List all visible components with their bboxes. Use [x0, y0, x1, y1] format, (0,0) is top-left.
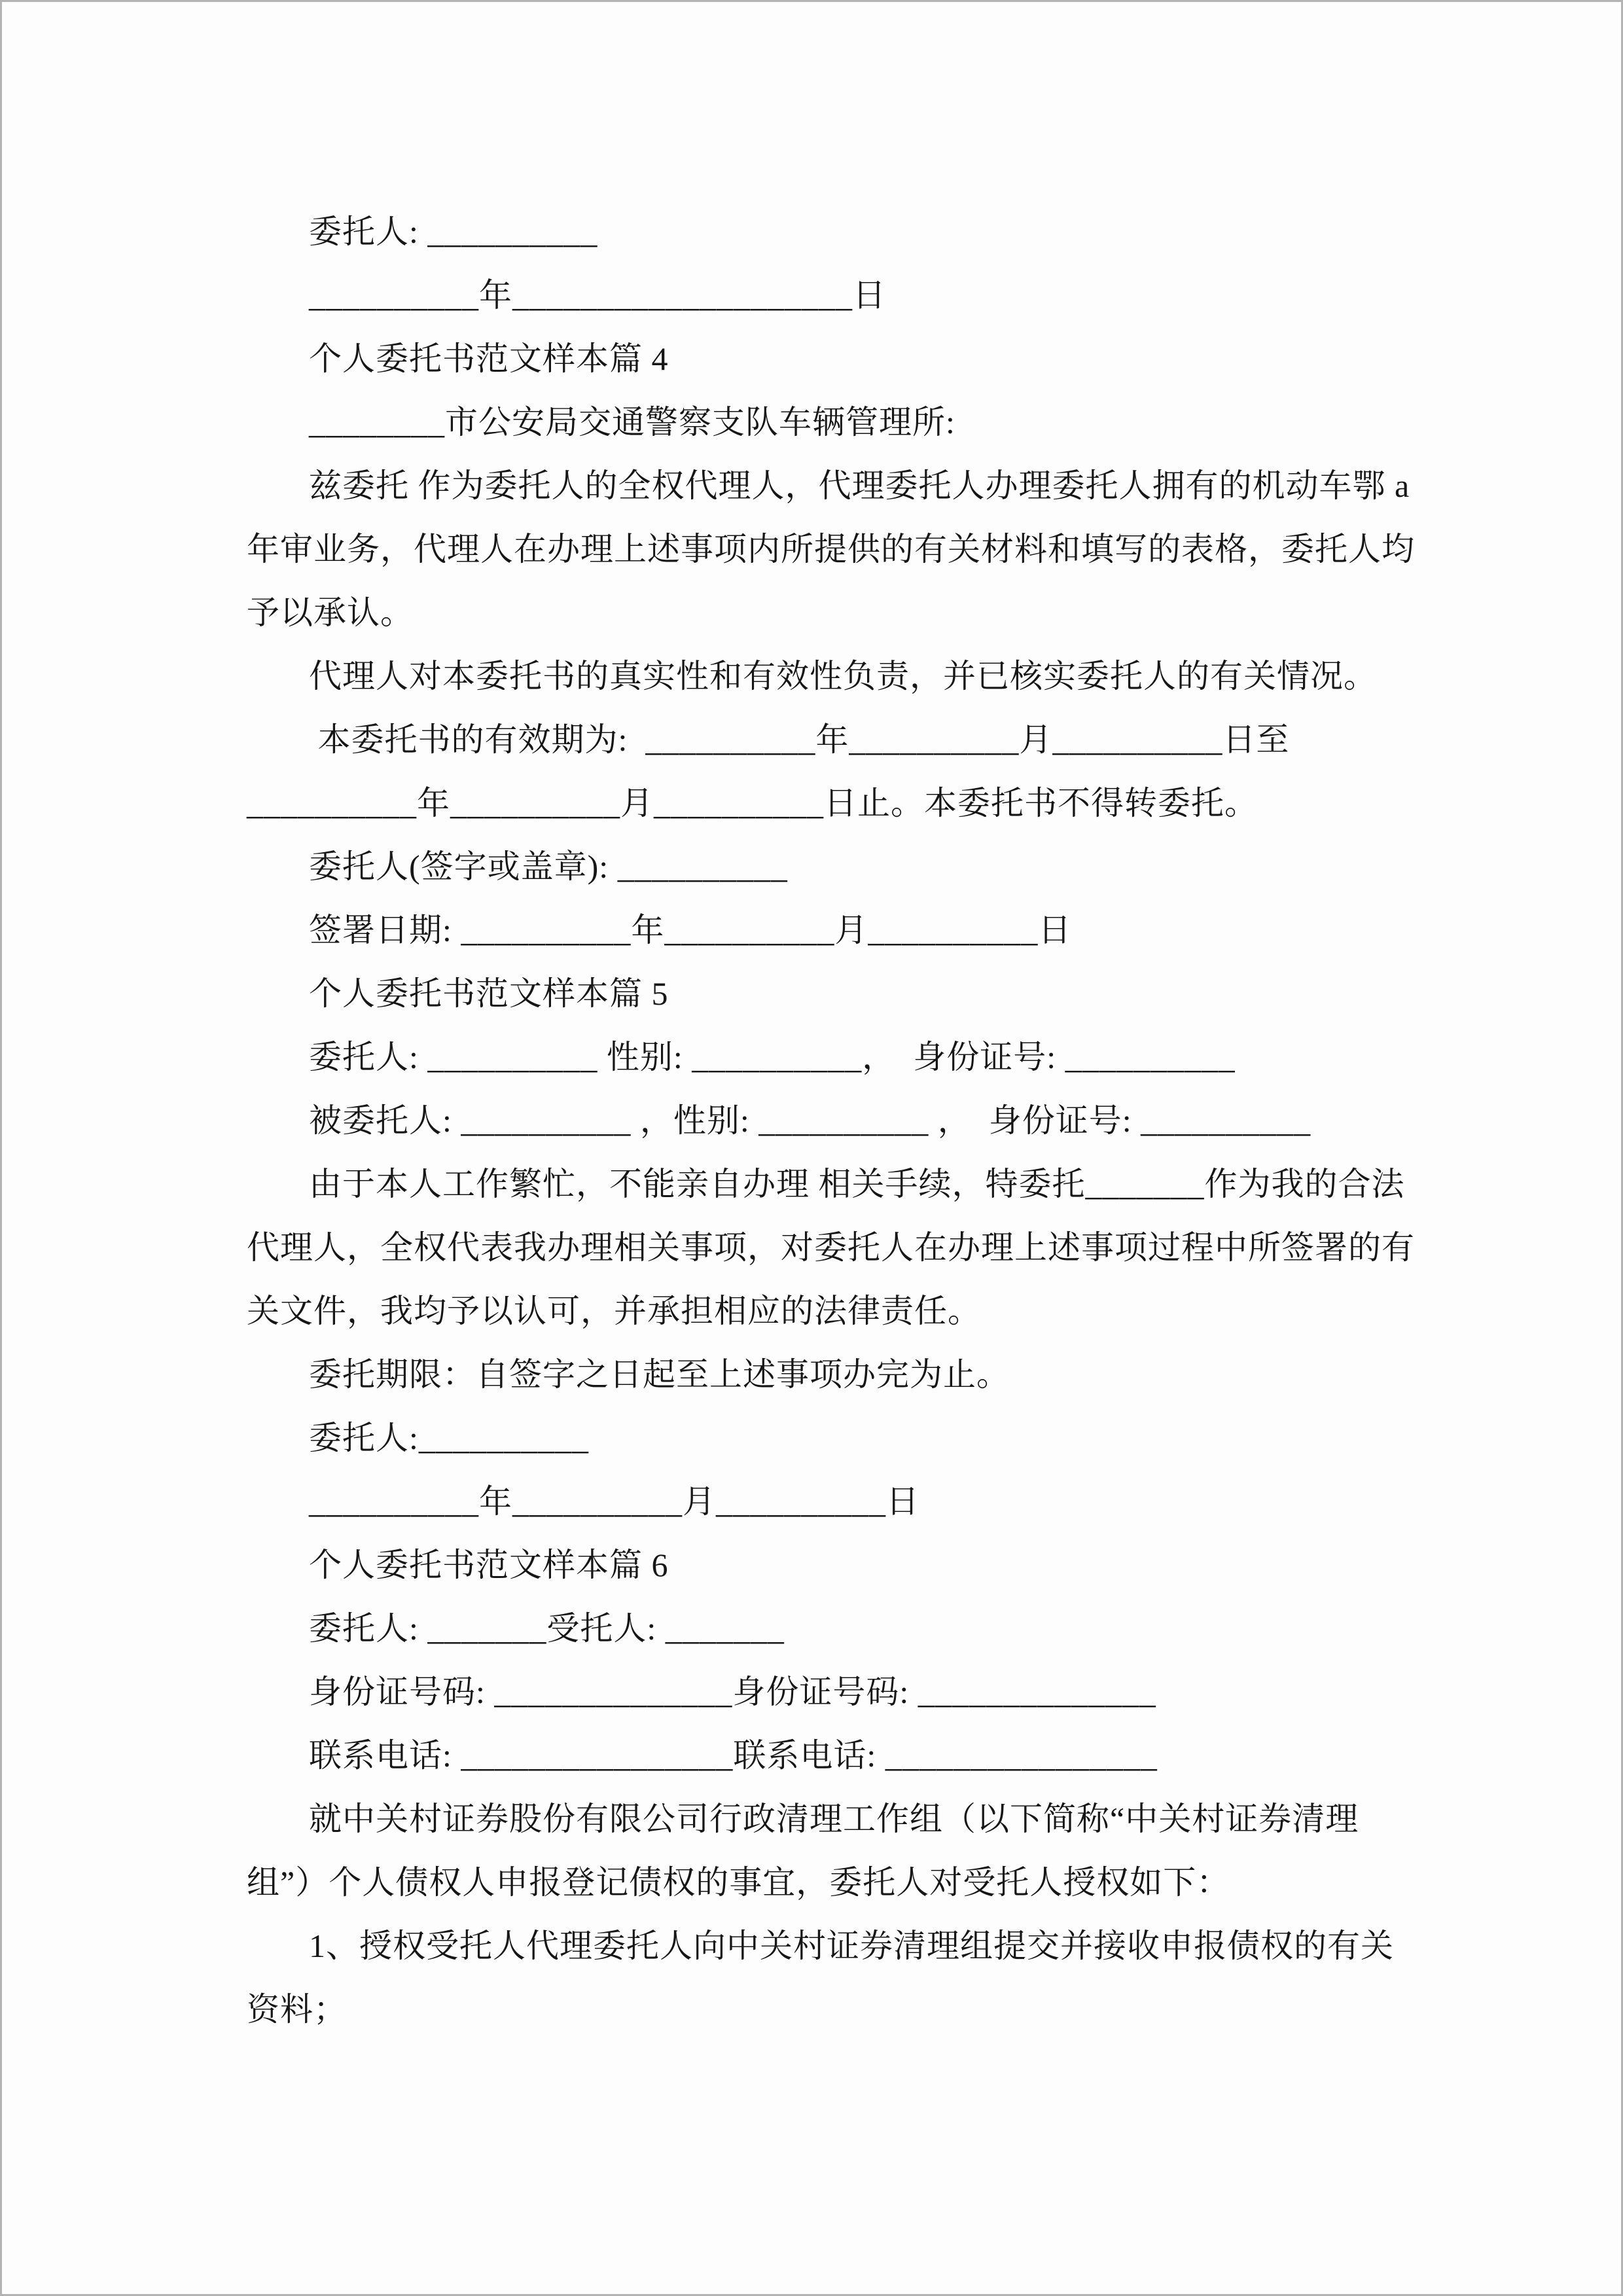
text-line: 个人委托书范文样本篇 6	[309, 1547, 669, 1583]
text-line: 委托人: _______受托人: _______	[309, 1610, 785, 1647]
text-line: 年审业务，代理人在办理上述事项内所提供的有关材料和填写的表格，委托人均	[247, 531, 1415, 567]
text-line: __________年__________月__________日	[309, 1483, 919, 1520]
text-line: ________市公安局交通警察支队车辆管理所:	[309, 404, 955, 440]
text-line: 组”）个人债权人申报登记债权的事宜，委托人对受托人授权如下：	[247, 1864, 1230, 1901]
text-line: 个人委托书范文样本篇 4	[309, 340, 669, 377]
text-line: 兹委托 作为委托人的全权代理人，代理委托人办理委托人拥有的机动车鄂 a	[309, 467, 1410, 504]
text-line: 资料；	[247, 1991, 347, 2028]
text-line: 委托人:__________	[309, 1420, 589, 1456]
text-line: 委托人(签字或盖章): __________	[309, 848, 788, 885]
text-line: __________年__________月__________日止。本委托书不得转委托。	[247, 785, 1258, 821]
text-line: 就中关村证券股份有限公司行政清理工作组（以下简称“中关村证券清理	[309, 1801, 1359, 1837]
text-line: 签署日期: __________年__________月__________日	[309, 912, 1072, 948]
text-line: 委托人: __________	[309, 213, 598, 250]
text-line: 委托人: __________ 性别: __________， 身份证号: __________	[309, 1039, 1236, 1075]
text-line: 被委托人: __________ ，性别: __________ ， 身份证号: __________	[309, 1102, 1311, 1139]
text-line: 个人委托书范文样本篇 5	[309, 975, 669, 1012]
text-line: __________年____________________日	[309, 277, 886, 314]
text-line: 身份证号码: ______________身份证号码: ______________	[309, 1674, 1156, 1710]
text-line: 代理人对本委托书的真实性和有效性负责，并已核实委托人的有关情况。	[309, 658, 1377, 694]
text-line: 代理人，全权代表我办理相关事项，对委托人在办理上述事项过程中所签署的有	[247, 1229, 1415, 1266]
text-line: 本委托书的有效期为: __________年__________月__________日至	[309, 721, 1290, 758]
text-line: 由于本人工作繁忙，不能亲自办理 相关手续，特委托_______作为我的合法	[309, 1166, 1405, 1202]
text-line: 联系电话: ________________联系电话: ________________	[309, 1737, 1158, 1774]
text-line: 关文件，我均予以认可，并承担相应的法律责任。	[247, 1293, 981, 1329]
text-line: 委托期限：自签字之日起至上述事项办完为止。	[309, 1356, 1010, 1393]
text-line: 1、授权受托人代理委托人向中关村证券清理组提交并接收申报债权的有关	[309, 1928, 1394, 1964]
text-line: 予以承认。	[247, 594, 414, 631]
document-content	[247, 200, 1415, 2041]
